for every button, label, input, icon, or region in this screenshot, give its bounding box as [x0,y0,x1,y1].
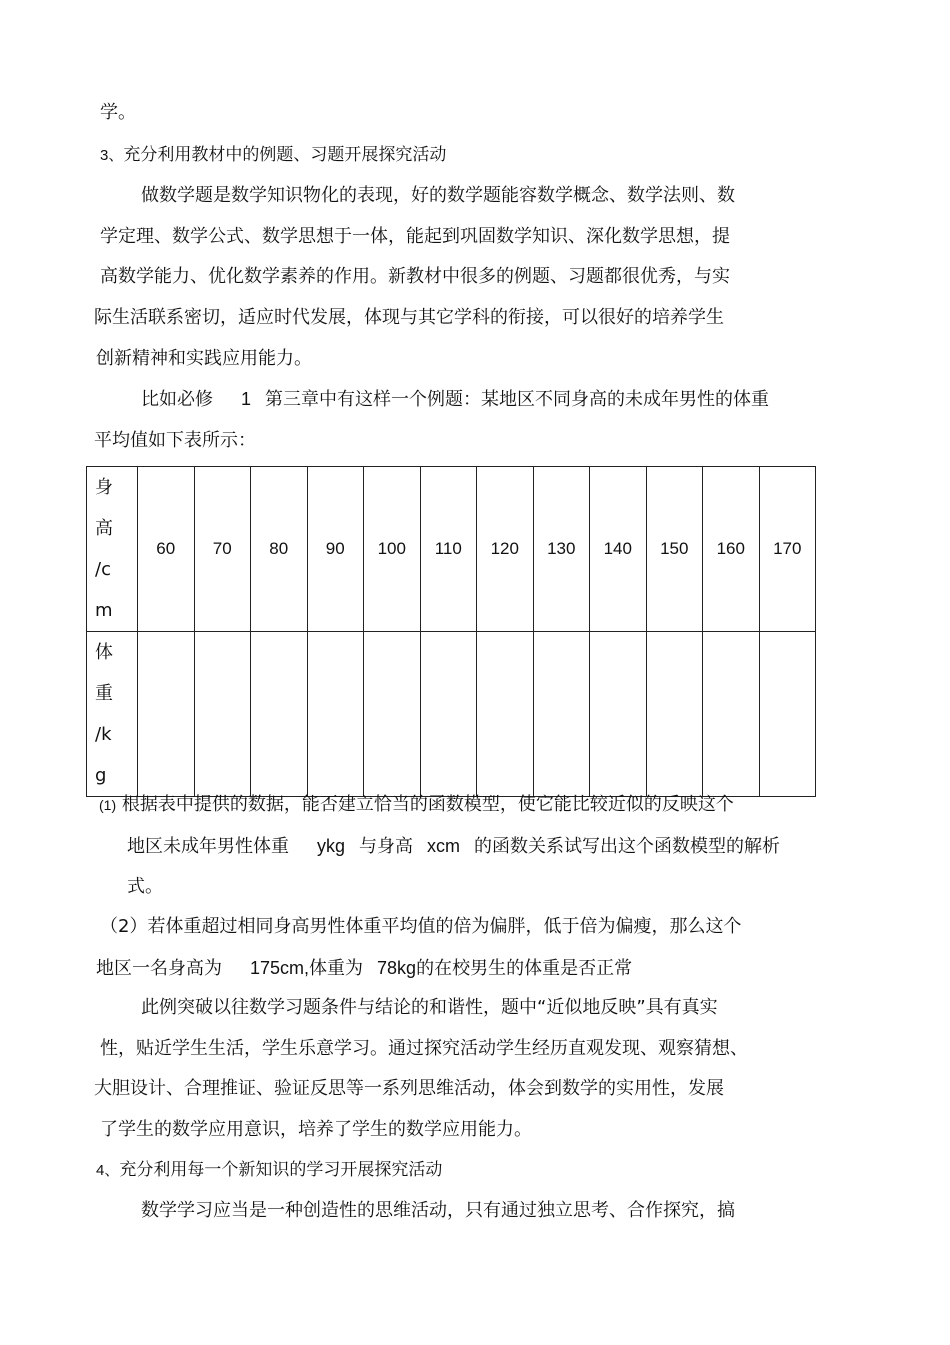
text-segment: 若体重超过相同身高男性体重平均值的倍为偏胖，低于倍为偏瘦，那么这个 [147,916,742,937]
weight-cell [138,632,195,797]
weight-cell [251,632,308,797]
text-segment: 与身高 [359,836,414,857]
paragraph-line [141,386,769,413]
height-header: 身 高 /c m [87,467,138,632]
weight-row [87,632,816,797]
question-marker: （2） [100,916,148,937]
weight-cell [533,632,590,797]
paragraph-line: 数学学习应当是一种创造性的思维活动，只有通过独立思考、合作探究，搞 [141,1200,735,1221]
paragraph-line: 平均值如下表所示： [94,430,256,451]
text-segment: 的函数关系试写出这个函数模型的解析 [474,836,781,857]
paragraph-line: 此例突破以往数学习题条件与结论的和谐性，题中“近似地反映”具有真实 [141,997,718,1018]
weight-cell [703,632,760,797]
height-row [87,467,816,632]
section-3-heading [100,142,446,169]
paragraph-tail [100,100,136,126]
variable-y: ykg [317,836,346,856]
paragraph-tail-text: 学。 [100,102,136,123]
height-cell: 130 [533,467,590,632]
question-marker: (1) [99,797,117,813]
height-weight-table [86,466,816,797]
paragraph-line: 做数学题是数学知识物化的表现，好的数学题能容数学概念、数学法则、数 [141,185,735,206]
weight-cell [646,632,703,797]
text-segment: 根据表中提供的数据，能否建立恰当的函数模型，使它能比较近似的反映这个 [121,794,734,815]
height-cell: 110 [420,467,477,632]
variable-x: xcm [427,836,461,856]
height-cell: 120 [477,467,534,632]
height-cell: 70 [194,467,251,632]
paragraph-line: 创新精神和实践应用能力。 [96,348,312,369]
section-title: 充分利用教材中的例题、习题开展探究活动 [123,145,447,165]
height-cell: 140 [590,467,647,632]
text-segment: 比如必修 [141,389,213,410]
text-segment: 地区未成年男性体重 [127,836,289,857]
text-segment: 地区一名身高为 [96,958,222,979]
section-title: 充分利用每一个新知识的学习开展探究活动 [119,1160,443,1180]
weight-cell [590,632,647,797]
question-line [99,792,734,818]
text-segment: 体重为 [309,958,364,979]
section-4-heading [96,1157,442,1184]
question-line [96,955,632,982]
height-value: 175cm, [250,958,310,978]
question-line: 式。 [127,876,163,897]
paragraph-line: 了学生的数学应用意识，培养了学生的数学应用能力。 [100,1119,532,1140]
question-line [100,914,741,940]
paragraph-line: 性，贴近学生生活，学生乐意学习。通过探究活动学生经历直观发现、观察猜想、 [100,1038,748,1059]
paragraph-line: 大胆设计、合理推证、验证反思等一系列思维活动，体会到数学的实用性，发展 [94,1078,724,1099]
text-segment: 第三章中有这样一个例题：某地区不同身高的未成年男性的体重 [265,389,770,410]
paragraph-line: 际生活联系密切，适应时代发展，体现与其它学科的衔接，可以很好的培养学生 [94,307,724,328]
section-number: 3、 [100,147,124,164]
height-cell: 100 [364,467,421,632]
section-number: 4、 [96,1162,120,1179]
height-cell: 170 [759,467,816,632]
weight-cell [364,632,421,797]
weight-value: 78kg [377,958,417,978]
height-cell: 60 [138,467,195,632]
height-cell: 160 [703,467,760,632]
height-cell: 150 [646,467,703,632]
weight-cell [194,632,251,797]
question-line [127,833,780,860]
height-cell: 90 [307,467,364,632]
paragraph-line: 学定理、数学公式、数学思想于一体，能起到巩固数学知识、深化数学思想，提 [100,226,730,247]
height-cell: 80 [251,467,308,632]
weight-header: 体 重 /k g [87,632,138,797]
text-segment: 的在校男生的体重是否正常 [416,958,633,979]
paragraph-line: 高数学能力、优化数学素养的作用。新教材中很多的例题、习题都很优秀，与实 [100,266,730,287]
chapter-number: 1 [241,389,252,409]
weight-cell [759,632,816,797]
weight-cell [307,632,364,797]
weight-cell [420,632,477,797]
weight-cell [477,632,534,797]
